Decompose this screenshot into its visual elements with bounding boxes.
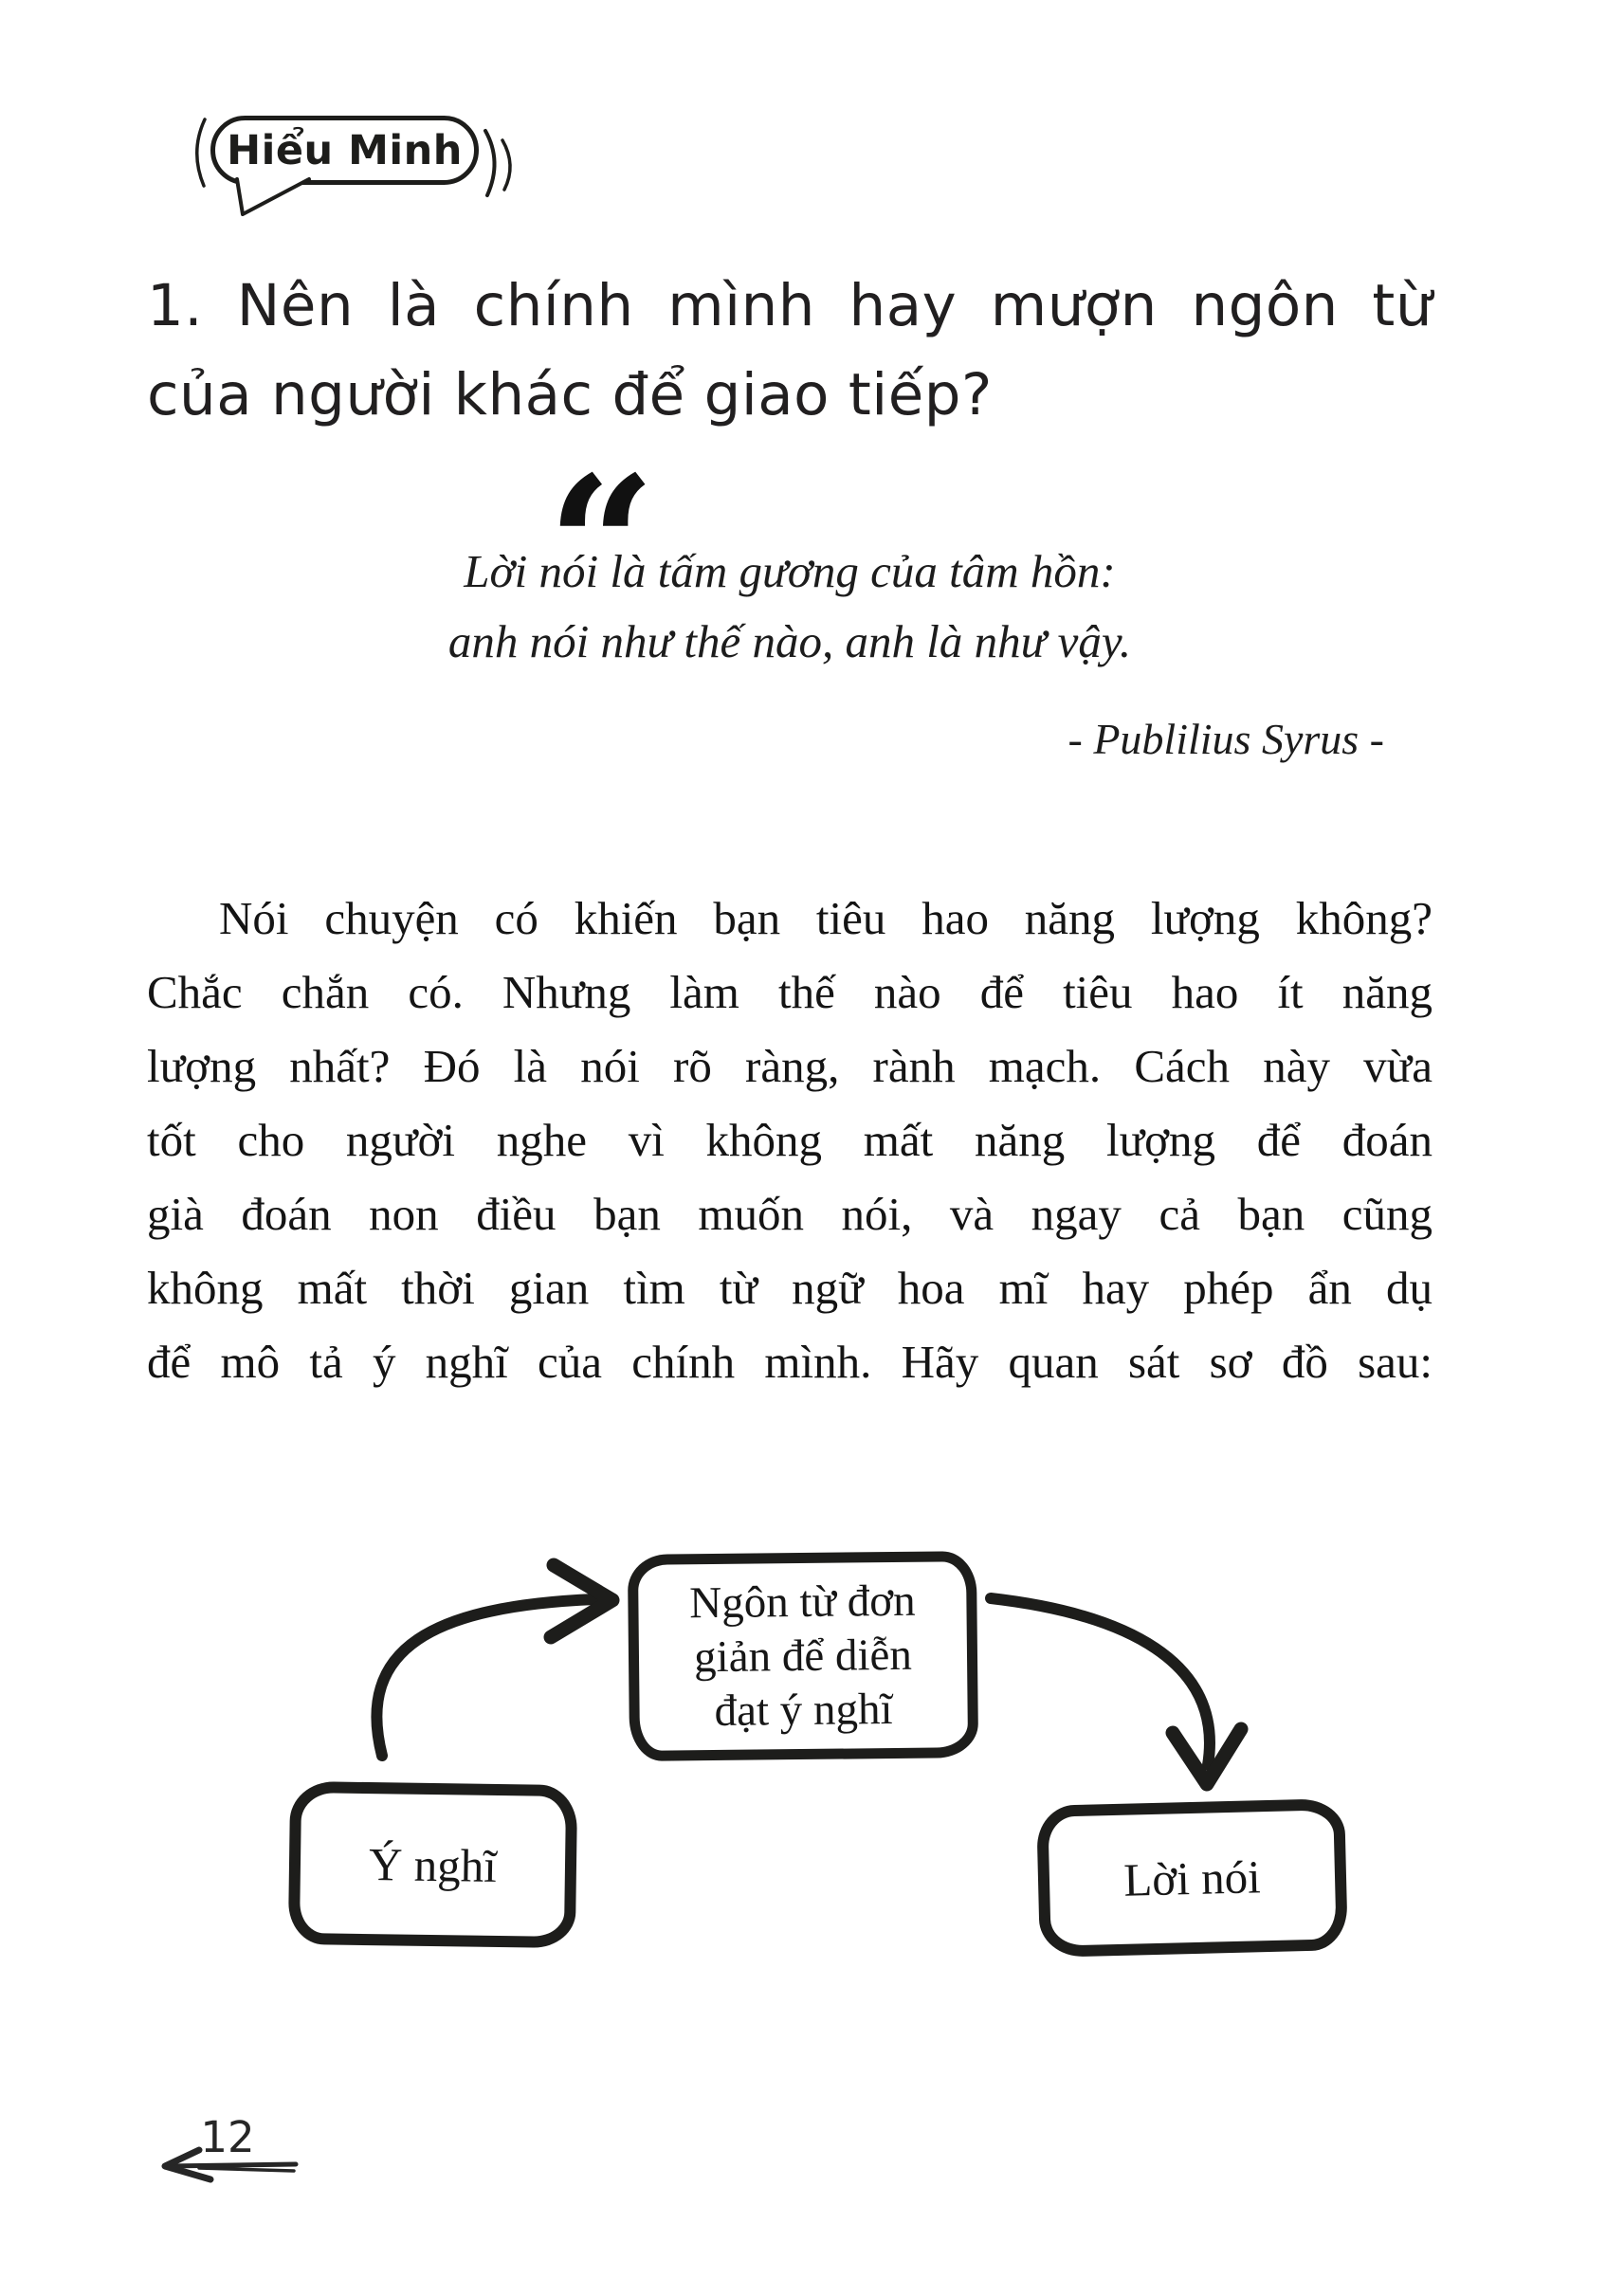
page-number: 12 [200,2112,255,2162]
diagram-box-thought [288,1781,577,1948]
body-line: tốt cho người nghe vì không mất năng lượng để đoán [147,1114,1432,1166]
diagram-box-words [628,1551,978,1761]
body-line: để mô tả ý nghĩ của chính mình. Hãy quan sát sơ đồ sau: [147,1336,1432,1388]
chapter-title-line2: của người khác để giao tiếp? [147,361,993,428]
diagram-box-words-line3: đạt ý nghĩ [714,1684,893,1736]
speech-bubble-tail-icon [228,173,332,220]
badge-accent-left-icon [186,118,210,188]
body-line: Chắc chắn có. Nhưng làm thế nào để tiêu hao ít năng [147,966,1432,1018]
diagram-box-thought-label: Ý nghĩ [368,1837,498,1892]
chapter-title [147,262,1432,440]
diagram-box-speech [1036,1798,1348,1958]
diagram-box-words-line1: Ngôn từ đơn [688,1576,916,1628]
diagram-box-words-line2: giản để diễn [693,1630,913,1682]
quote-attribution: - Publilius Syrus - [1067,715,1384,763]
page-arrow-icon [142,2138,313,2195]
body-line: không mất thời gian tìm từ ngữ hoa mĩ hay phép ẩn dụ [147,1262,1432,1314]
body-paragraph [147,882,1432,1399]
brand-badge-label: Hiểu Minh [227,126,463,174]
diagram-box-speech-label: Lời nói [1122,1850,1262,1906]
curved-arrow-right-icon [991,1598,1241,1784]
chapter-title-line1: 1. Nên là chính mình hay mượn ngôn từ [147,272,1432,339]
body-line: lượng nhất? Đó là nói rõ ràng, rành mạch. Cách này vừa [147,1040,1432,1092]
body-line: già đoán non điều bạn muốn nói, và ngay cả bạn cũng [147,1188,1432,1240]
quote-line1: Lời nói là tấm gương của tâm hồn: [464,545,1116,597]
body-line: Nói chuyện có khiến bạn tiêu hao năng lượng không? [219,892,1432,944]
badge-accent-right-icon [480,127,523,203]
quote-line2: anh nói như thế nào, anh là như vậy. [447,615,1132,667]
quote-text [147,537,1432,677]
curved-arrow-left-icon [376,1565,612,1756]
quote-icon: “ [547,435,657,658]
